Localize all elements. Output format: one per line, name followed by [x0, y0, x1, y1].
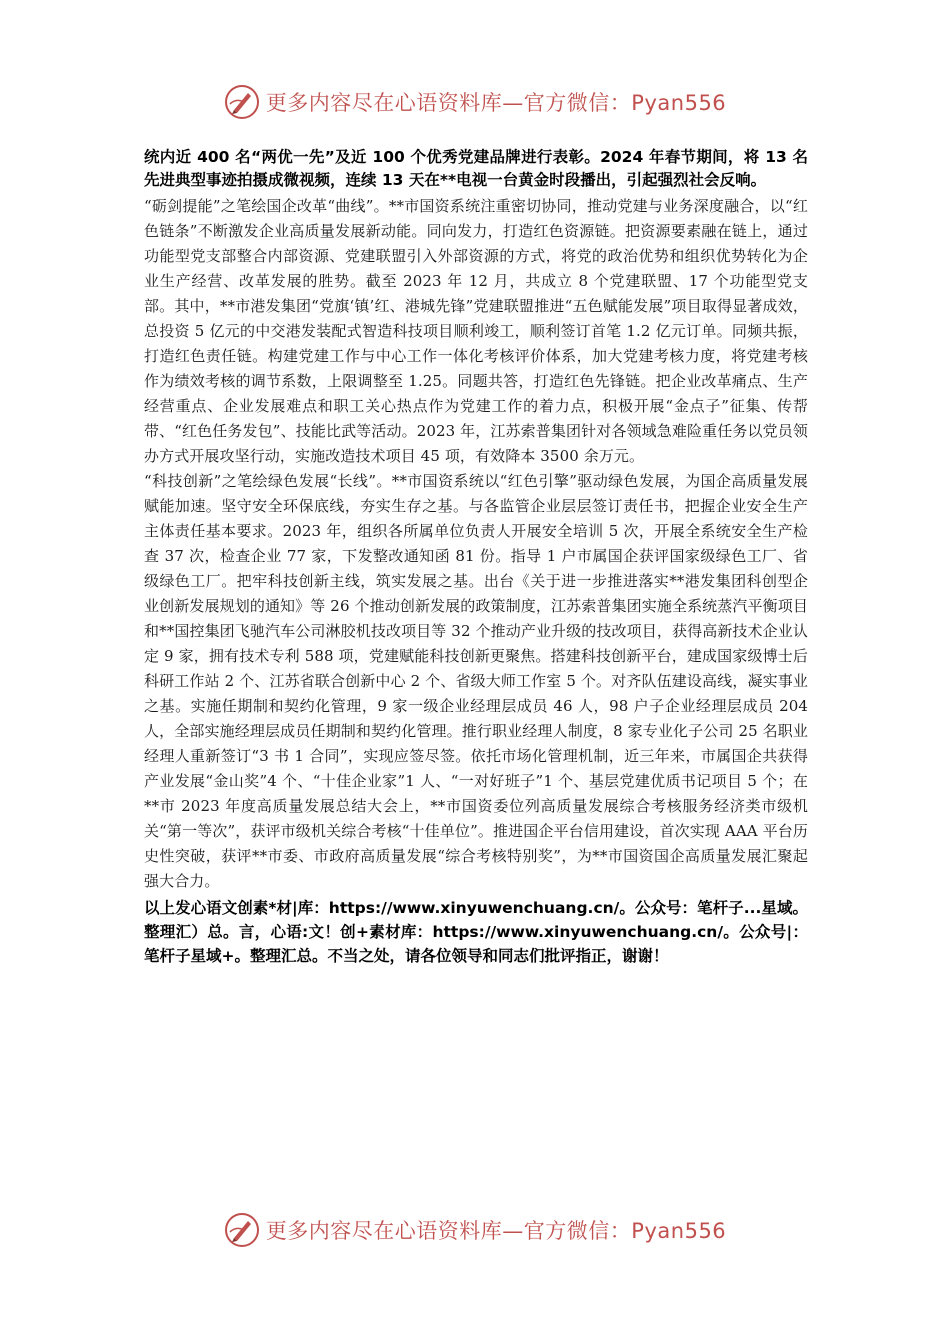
paragraph-innovation: “科技创新”之笔绘绿色发展“长线”。**市国资系统以“红色引擎”驱动绿色发展，为国企高质量发展赋能加速。坚守安全环保底线，夯实生存之基。与各监管企业层层签订责任书，把握企业安全生产主体责任基本要求。2023 年，组织各所属单位负责人开展安全培训 5 次，开展全系统安全生产检查 37 次，检查企业 77 家，下发整改通知函 81 份。指导 1 户市属国企获评国家级绿色工厂、省级绿色工厂。把牢科技创新主线，筑实发展之基。出台《关于进一步推进落实**港发集团科创型企业创新发展规划的通知》等 26 个推动创新发展的政策制度，江苏索普集团实施全系统蒸汽平衡项目和**国控集团飞驰汽车公司淋胶机技改项目等 32 个推动产业升级的技改项目，获得高新技术企业认定 9 家，拥有技术专利 588 项，党建赋能科技创新更聚焦。搭建科技创新平台，建成国家级博士后科研工作站 2 个、江苏省联合创新中心 2 个、省级大师工作室 5 个。对齐队伍建设高线，凝实事业之基。实施任期制和契约化管理，9 家一级企业经理层成员 46 人，98 户子企业经理层成员 204 人，全部实施经理层成员任期制和契约化管理。推行职业经理人制度，8 家专业化子公司 25 名职业经理人重新签订“3 书 1 合同”，实现应签尽签。依托市场化管理机制，近三年来，市属国企共获得产业发展“金山奖”4 个、“十佳企业家”1 人、“一对好班子”1 个、基层党建优质书记项目 5 个；在**市 2023 年度高质量发展总结大会上，**市国资委位列高质量发展综合考核服务经济类市级机关“第一等次”，获评市级机关综合考核“十佳单位”。推进国企平台信用建设，首次实现 AAA 平台历史性突破，获评**市委、市政府高质量发展“综合考核特别奖”，为**市国资国企高质量发展汇聚起强大合力。	[144, 472, 808, 890]
banner-text: 更多内容尽在心语资料库—官方微信：Pyan556	[265, 91, 727, 115]
pen-logo-icon	[224, 1212, 260, 1248]
source-footer-note: 以上发心语文创素*材|库：https://www.xinyuwenchuang.cn/。公众号：笔杆子...星域。整理汇）总。言，心语:文！创+素材库：https://www.xinyuwenchuang.cn/。公众号|：笔杆子星域+。整理汇总。不当之处，请各位领导和同志们批评指正，谢谢！	[144, 899, 808, 965]
banner-text: 更多内容尽在心语资料库—官方微信：Pyan556	[265, 1219, 727, 1243]
header-banner	[0, 80, 950, 124]
footer-banner	[0, 1208, 950, 1252]
pen-logo-icon	[224, 84, 260, 120]
intro-paragraph: 统内近 400 名“两优一先”及近 100 个优秀党建品牌进行表彰。2024 年春节期间，将 13 名先进典型事迹拍摄成微视频，连续 13 天在**电视一台黄金时段播出，引起强烈社会反响。	[144, 148, 808, 189]
paragraph-reform: “砺剑提能”之笔绘国企改革“曲线”。**市国资系统注重密切协同，推动党建与业务深度融合，以“红色链条”不断激发企业高质量发展新动能。同向发力，打造红色资源链。把资源要素融在链上，通过功能型党支部整合内部资源、党建联盟引入外部资源的方式，将党的政治优势和组织优势转化为企业生产经营、改革发展的胜势。截至 2023 年 12 月，共成立 8 个党建联盟、17 个功能型党支部。其中，**市港发集团“党旗‘镇’红、港城先锋”党建联盟推进“五色赋能发展”项目取得显著成效，总投资 5 亿元的中交港发装配式智造科技项目顺利竣工，顺利签订首笔 1.2 亿元订单。同频共振，打造红色责任链。构建党建工作与中心工作一体化考核评价体系，加大党建考核力度，将党建考核作为绩效考核的调节系数，上限调整至 1.25。同题共答，打造红色先锋链。把企业改革痛点、生产经营重点、企业发展难点和职工关心热点作为党建工作的着力点，积极开展“金点子”征集、传帮带、“红色任务发包”、技能比武等活动。2023 年，江苏索普集团针对各领域急难险重任务以党员领办方式开展攻坚行动，实施改造技术项目 45 项，有效降本 3500 余万元。	[144, 197, 808, 465]
document-body	[144, 146, 808, 968]
